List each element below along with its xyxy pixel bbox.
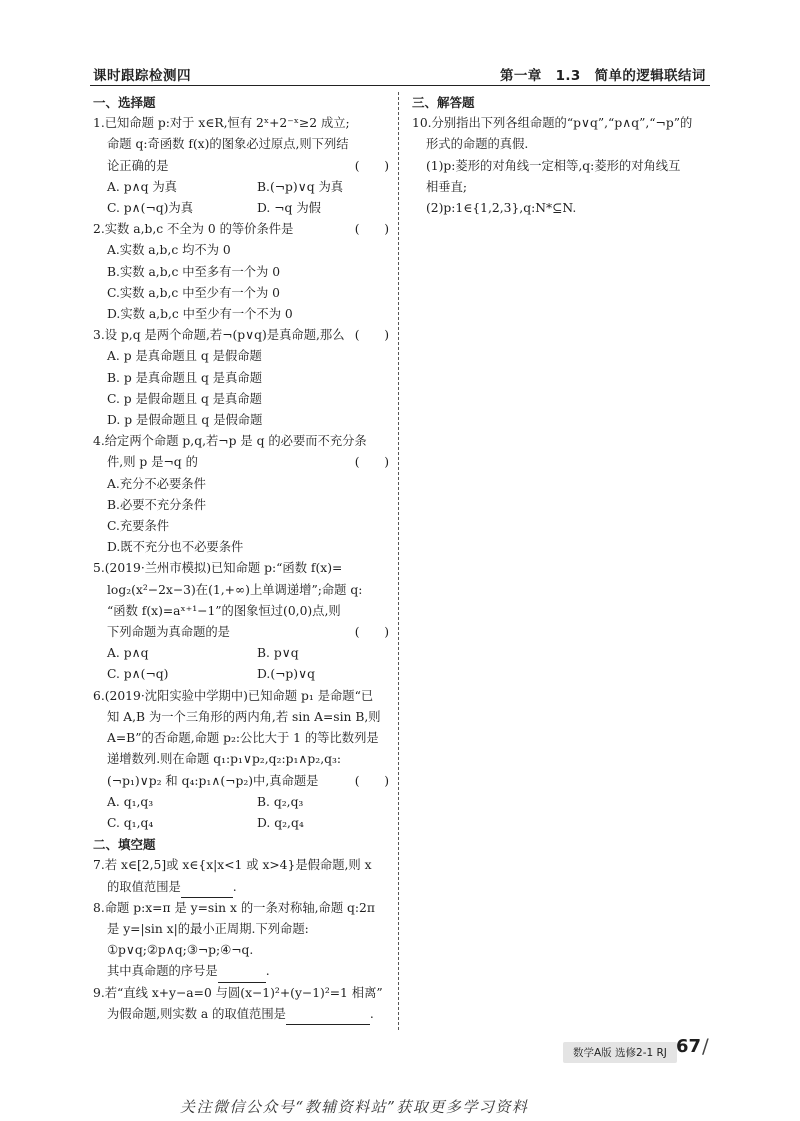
q1-option-b: B.(¬p)∨q 为真 — [257, 179, 344, 194]
q3-option-b: B. p 是真命题且 q 是真命题 — [107, 370, 262, 385]
q7-line-2 — [93, 877, 393, 898]
q3-stem: 3.设 p,q 是两个命题,若¬(p∨q)是真命题,那么 — [93, 328, 345, 343]
q10-line-3: (1)p:菱形的对角线一定相等,q:菱形的对角线互 — [426, 158, 681, 173]
bottom-watermark-note: 关注微信公众号“教辅资料站”获取更多学习资料 — [180, 1098, 529, 1116]
q8-period: . — [265, 964, 270, 979]
q1-options-cd — [93, 198, 393, 219]
q9-answer-blank[interactable] — [286, 1010, 370, 1025]
page-number: 67 — [676, 1036, 702, 1057]
q2-line-1 — [93, 219, 393, 240]
q4-option-b: B.必要不充分条件 — [107, 497, 207, 512]
q3-answer-paren: ( ) — [354, 328, 389, 343]
q5-answer-paren: ( ) — [354, 625, 389, 640]
q5-option-c: C. p∧(¬q) — [107, 667, 169, 682]
q8-answer-blank[interactable] — [218, 968, 266, 983]
q7-line-1: 7.若 x∈[2,5]或 x∈{x|x<1 或 x>4}是假命题,则 x — [93, 858, 372, 873]
q3-option-a: A. p 是真命题且 q 是假命题 — [107, 349, 262, 364]
q5-stem-end: 下列命题为真命题的是 — [107, 625, 230, 640]
q10-line-1: 10.分别指出下列各组命题的“p∨q”,“p∧q”,“¬p”的 — [412, 116, 693, 131]
q10-line-4: 相垂直; — [426, 179, 468, 194]
q7-answer-blank[interactable] — [181, 883, 233, 898]
q7-stem-end: 的取值范围是 — [107, 879, 181, 894]
q4-line-2 — [93, 452, 393, 473]
q5-line-3: “函数 f(x)=aˣ⁺¹−1”的图象恒过(0,0)点,则 — [107, 603, 341, 618]
q9-stem-end: 为假命题,则实数 a 的取值范围是 — [107, 1006, 286, 1021]
q10-line-2: 形式的命题的真假. — [426, 137, 529, 152]
q2-option-b: B.实数 a,b,c 中至多有一个为 0 — [107, 264, 281, 279]
q9-line-1: 9.若“直线 x+y−a=0 与圆(x−1)²+(y−1)²=1 相离” — [93, 985, 383, 1000]
q5-line-2: log₂(x²−2x−3)在(1,+∞)上单调递增”;命题 q: — [107, 582, 363, 597]
left-column — [93, 92, 393, 1025]
q1-answer-paren: ( ) — [354, 158, 389, 173]
header-title: 课时跟踪检测四 — [93, 68, 191, 84]
section-fill-title: 二、填空题 — [93, 837, 156, 853]
footer-book-label: 数学A版 选修2-1 RJ — [563, 1042, 677, 1063]
q3-option-d: D. p 是假命题且 q 是假命题 — [107, 413, 263, 428]
q6-line-3: A=B”的否命题,命题 p₂:公比大于 1 的等比数列是 — [107, 731, 379, 746]
q2-answer-paren: ( ) — [354, 222, 389, 237]
q2-stem: 2.实数 a,b,c 不全为 0 的等价条件是 — [93, 222, 294, 237]
q6-line-2: 知 A,B 为一个三角形的两内角,若 sin A=sin B,则 — [107, 709, 381, 724]
q1-line-1: 1.已知命题 p:对于 x∈R,恒有 2ˣ+2⁻ˣ≥2 成立; — [93, 116, 350, 131]
q4-stem-end: 件,则 p 是¬q 的 — [107, 455, 198, 470]
q1-option-d: D. ¬q 为假 — [257, 201, 321, 216]
q1-option-c: C. p∧(¬q)为真 — [107, 201, 194, 216]
q6-option-d: D. q₂,q₄ — [257, 815, 304, 830]
q9-line-2 — [93, 1004, 393, 1025]
q2-option-c: C.实数 a,b,c 中至少有一个为 0 — [107, 285, 281, 300]
q3-option-c: C. p 是假命题且 q 是真命题 — [107, 391, 262, 406]
q5-option-b: B. p∨q — [257, 646, 299, 661]
q6-option-b: B. q₂,q₃ — [257, 794, 304, 809]
q4-option-a: A.充分不必要条件 — [107, 476, 206, 491]
q1-option-a: A. p∧q 为真 — [107, 179, 177, 194]
header-rule — [90, 85, 710, 86]
right-column — [412, 92, 712, 219]
q4-answer-paren: ( ) — [354, 455, 389, 470]
header-chapter: 第一章 1.3 简单的逻辑联结词 — [500, 68, 706, 84]
q6-line-5 — [93, 771, 393, 792]
q5-line-4 — [93, 622, 393, 643]
q1-line-2: 命题 q:奇函数 f(x)的图象必过原点,则下列结 — [107, 137, 349, 152]
q5-option-d: D.(¬p)∨q — [257, 667, 315, 682]
q8-line-2: 是 y=|sin x|的最小正周期.下列命题: — [107, 921, 309, 936]
q2-option-d: D.实数 a,b,c 中至少有一个不为 0 — [107, 307, 293, 322]
q4-line-1: 4.给定两个命题 p,q,若¬p 是 q 的必要而不充分条 — [93, 434, 367, 449]
q1-options-ab — [93, 177, 393, 198]
column-divider — [398, 92, 399, 1030]
q10-line-5: (2)p:1∈{1,2,3},q:N*⊆N. — [426, 201, 577, 216]
q3-line-1 — [93, 325, 393, 346]
q6-line-1: 6.(2019·沈阳实验中学期中)已知命题 p₁ 是命题“已 — [93, 688, 374, 703]
q5-option-a: A. p∧q — [107, 646, 149, 661]
q9-period: . — [369, 1006, 374, 1021]
q2-option-a: A.实数 a,b,c 均不为 0 — [107, 243, 231, 258]
q6-options-cd — [93, 813, 393, 834]
q6-stem-end: (¬p₁)∨p₂ 和 q₄:p₁∧(¬p₂)中,真命题是 — [107, 773, 319, 788]
q5-line-1: 5.(2019·兰州市模拟)已知命题 p:“函数 f(x)= — [93, 561, 343, 576]
section-choice-title: 一、选择题 — [93, 95, 156, 110]
q6-answer-paren: ( ) — [354, 773, 389, 788]
q6-line-4: 递增数列.则在命题 q₁:p₁∨p₂,q₂:p₁∧p₂,q₃: — [107, 752, 342, 767]
q4-option-d: D.既不充分也不必要条件 — [107, 540, 244, 555]
q6-option-c: C. q₁,q₄ — [107, 815, 154, 830]
q5-options-cd — [93, 664, 393, 685]
q1-stem-end: 论正确的是 — [107, 158, 169, 173]
q6-option-a: A. q₁,q₃ — [107, 794, 154, 809]
q1-line-3 — [93, 156, 393, 177]
q4-option-c: C.充要条件 — [107, 519, 170, 534]
section-answer-title: 三、解答题 — [412, 95, 475, 110]
q8-line-3: ①p∨q;②p∧q;③¬p;④¬q. — [107, 943, 254, 958]
q6-options-ab — [93, 792, 393, 813]
q8-stem-end: 其中真命题的序号是 — [107, 964, 218, 979]
q7-period: . — [232, 879, 237, 894]
footer-slash: / — [702, 1034, 709, 1058]
q5-options-ab — [93, 643, 393, 664]
q8-line-1: 8.命题 p:x=π 是 y=sin x 的一条对称轴,命题 q:2π — [93, 900, 375, 915]
q8-line-4 — [93, 961, 393, 982]
